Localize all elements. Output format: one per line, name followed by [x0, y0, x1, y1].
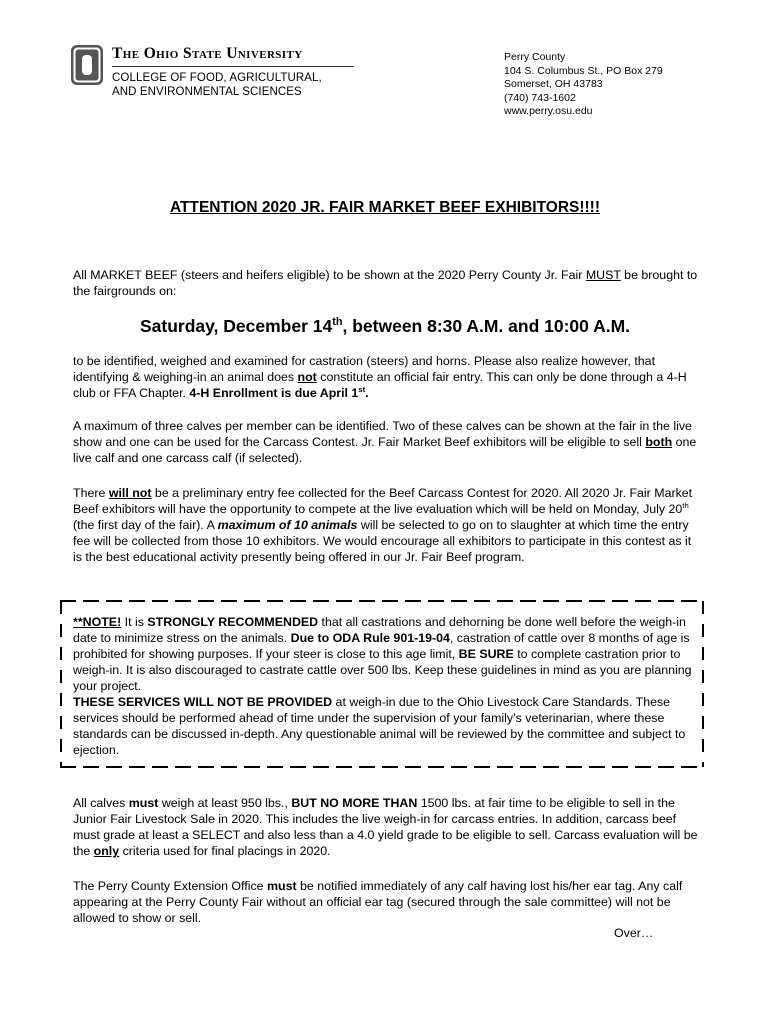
address-web[interactable]: www.perry.osu.edu [504, 105, 593, 117]
ear-tag-paragraph: The Perry County Extension Office must be notified immediately of any calf having lost his/her ear tag. Any calf appearing at the Perry County Fair without an official ear tag (secured through the sale committee) will not be allowed to show or sell. [73, 879, 683, 925]
university-name: The Ohio State University [112, 45, 303, 62]
address-phone: (740) 743-1602 [504, 91, 576, 104]
college-name [112, 71, 372, 99]
logo-divider [112, 66, 354, 67]
weight-paragraph: All calves must weigh at least 950 lbs., BUT NO MORE THAN 1500 lbs. at fair time to be eligible to sell in the Junior Fair Livestock Sale in 2020. This includes the live weigh-in for carcass entries. In addition, carcass beef must grade at least a SELECT and also less than a 4.0 yield grade to be eligible to sell. Carcass evaluation will be the only criteria used for final placings in 2020. [73, 796, 698, 858]
address-city: Somerset, OH 43783 [504, 78, 603, 90]
college-line-1: COLLEGE OF FOOD, AGRICULTURAL, [112, 72, 322, 84]
must-emphasis: MUST [585, 268, 621, 282]
office-address [504, 51, 724, 119]
carcass-fee-paragraph: There will not be a preliminary entry fee collected for the Beef Carcass Contest for 2020. All 2020 Jr. Fair Market Beef exhibitors will have the opportunity to compete at the live evaluation which will be held on Monday, July 20th (the first day of the fair). A maximum of 10 animals will be selected to go on to slaughter at which time the entry fee will be collected from those 10 exhibitors. We would encourage all exhibitors to participate in this contest as it is the best educational activity presently being offered in our Jr. Fair Beef program. [73, 486, 693, 564]
weigh-in-date: Saturday, December 14th, between 8:30 A.M. and 10:00 A.M. [139, 316, 631, 336]
intro-paragraph: All MARKET BEEF (steers and heifers eligible) to be shown at the 2020 Perry County Jr. Fair MUST be brought to the fairgrounds on: [73, 268, 698, 298]
identify-paragraph: to be identified, weighed and examined for castration (steers) and horns. Please also realize however, that identifying & weighing-in an animal does not constitute an official fair entry. This can only be done through a 4-H club or FFA Chapter. 4-H Enrollment is due April 1st. [73, 354, 687, 400]
page-title: ATTENTION 2020 JR. FAIR MARKET BEEF EXHIBITORS!!!! [169, 199, 601, 216]
address-street: 104 S. Columbus St., PO Box 279 [504, 64, 663, 77]
castration-note: **NOTE! It is STRONGLY RECOMMENDED that all castrations and dehorning be done well before the weigh-in date to minimize stress on the animals. Due to ODA Rule 901-19-04, castration of cattle over 8 months of age is prohibited for showing purposes. If your steer is close to this age limit, BE SURE to complete castration prior to weigh-in. It is also discouraged to castrate cattle over 500 lbs. Keep these guidelines in mind as you are planning your project. THESE SERVICES WILL NOT BE PROVIDED at weigh-in due to the Ohio Livestock Care Standards. These services should be performed ahead of time under the supervision of your family’s veterinarian, where these standards can be discussed in-depth. Any questionable animal will be reviewed by the committee and subject to ejection. [73, 615, 692, 757]
block-o-logo-icon [70, 44, 104, 86]
college-line-2: AND ENVIRONMENTAL SCIENCES [112, 86, 302, 98]
over-page-note: Over… [614, 926, 654, 940]
maximum-paragraph: A maximum of three calves per member can be identified. Two of these calves can be shown at the fair in the live show and one can be used for the Carcass Contest. Jr. Fair Market Beef exhibitors will be eligible to sell both one live calf and one carcass calf (if selected). [73, 419, 697, 465]
address-office: Perry County [504, 51, 566, 63]
